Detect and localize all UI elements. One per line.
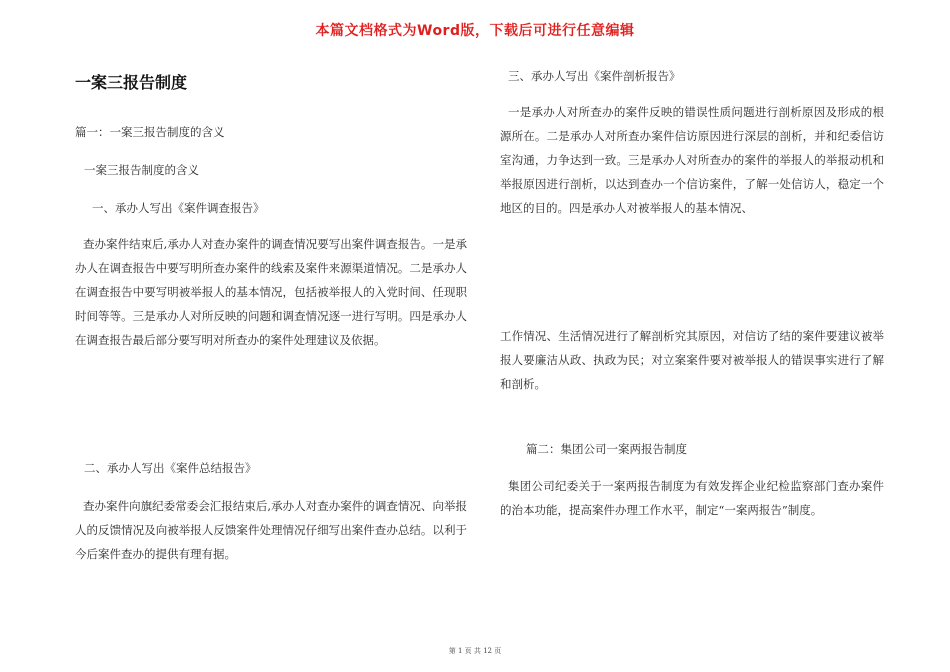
page-number-footer: 第 1 页 共 12 页 — [448, 647, 502, 655]
paragraph-summary-report: 查办案件向旗纪委常委会汇报结束后,承办人对查办案件的调查情况、向举报人的反馈情况及向被举报人反馈案件处理情况仔细写出案件查办总结。以利于今后案件查办的提供有理有据。 — [75, 499, 467, 561]
paragraph-analysis-report: 一是承办人对所查办的案件反映的错误性质问题进行剖析原因及形成的根源所在。二是承办人对所查办案件信访原因进行深层的剖析，并和纪委信访室沟通，力争达到一致。三是承办人对所查办的案件的举报人的举报动机和举报原因进行剖析，以达到查办一个信访案件，了解一处信访人，稳定一个地区的目的。四是承办人对被举报人的基本情况、 — [500, 105, 884, 215]
paragraph-investigation-report: 查办案件结束后,承办人对查办案件的调查情况要写出案件调查报告。一是承办人在调查报告中要写明所查办案件的线索及案件来源渠道情况。二是承办人在调查报告中要写明被举报人的基本情况，包括被举报人的入党时间、任现职时间等等。三是承办人对所反映的问题和调查情况逐一进行写明。四是承办人在调查报告最后部分要写明对所查办的案件处理建议及依据。 — [75, 237, 467, 347]
subheading-summary-report: 二、承办人写出《案件总结报告》 — [84, 461, 257, 475]
section-heading-part-two: 篇二：集团公司一案两报告制度 — [526, 442, 687, 456]
subheading-analysis-report: 三、承办人写出《案件剖析报告》 — [508, 69, 681, 83]
subheading-definition: 一案三报告制度的含义 — [84, 163, 199, 177]
document-title: 一案三报告制度 — [75, 73, 188, 92]
paragraph-analysis-report-continued: 工作情况、生活情况进行了解剖析究其原因，对信访了结的案件要建议被举报人要廉洁从政、执政为民；对立案案件要对被举报人的错误事实进行了解和剖析。 — [500, 329, 884, 391]
subheading-investigation-report: 一、承办人写出《案件调查报告》 — [92, 201, 265, 215]
paragraph-two-report-system: 集团公司纪委关于一案两报告制度为有效发挥企业纪检监察部门查办案件的治本功能，提高案件办理工作水平，制定“一案两报告”制度。 — [500, 479, 884, 517]
document-format-banner: 本篇文档格式为Word版，下载后可进行任意编辑 — [315, 23, 635, 39]
section-heading-part-one: 篇一：一案三报告制度的含义 — [75, 125, 225, 139]
